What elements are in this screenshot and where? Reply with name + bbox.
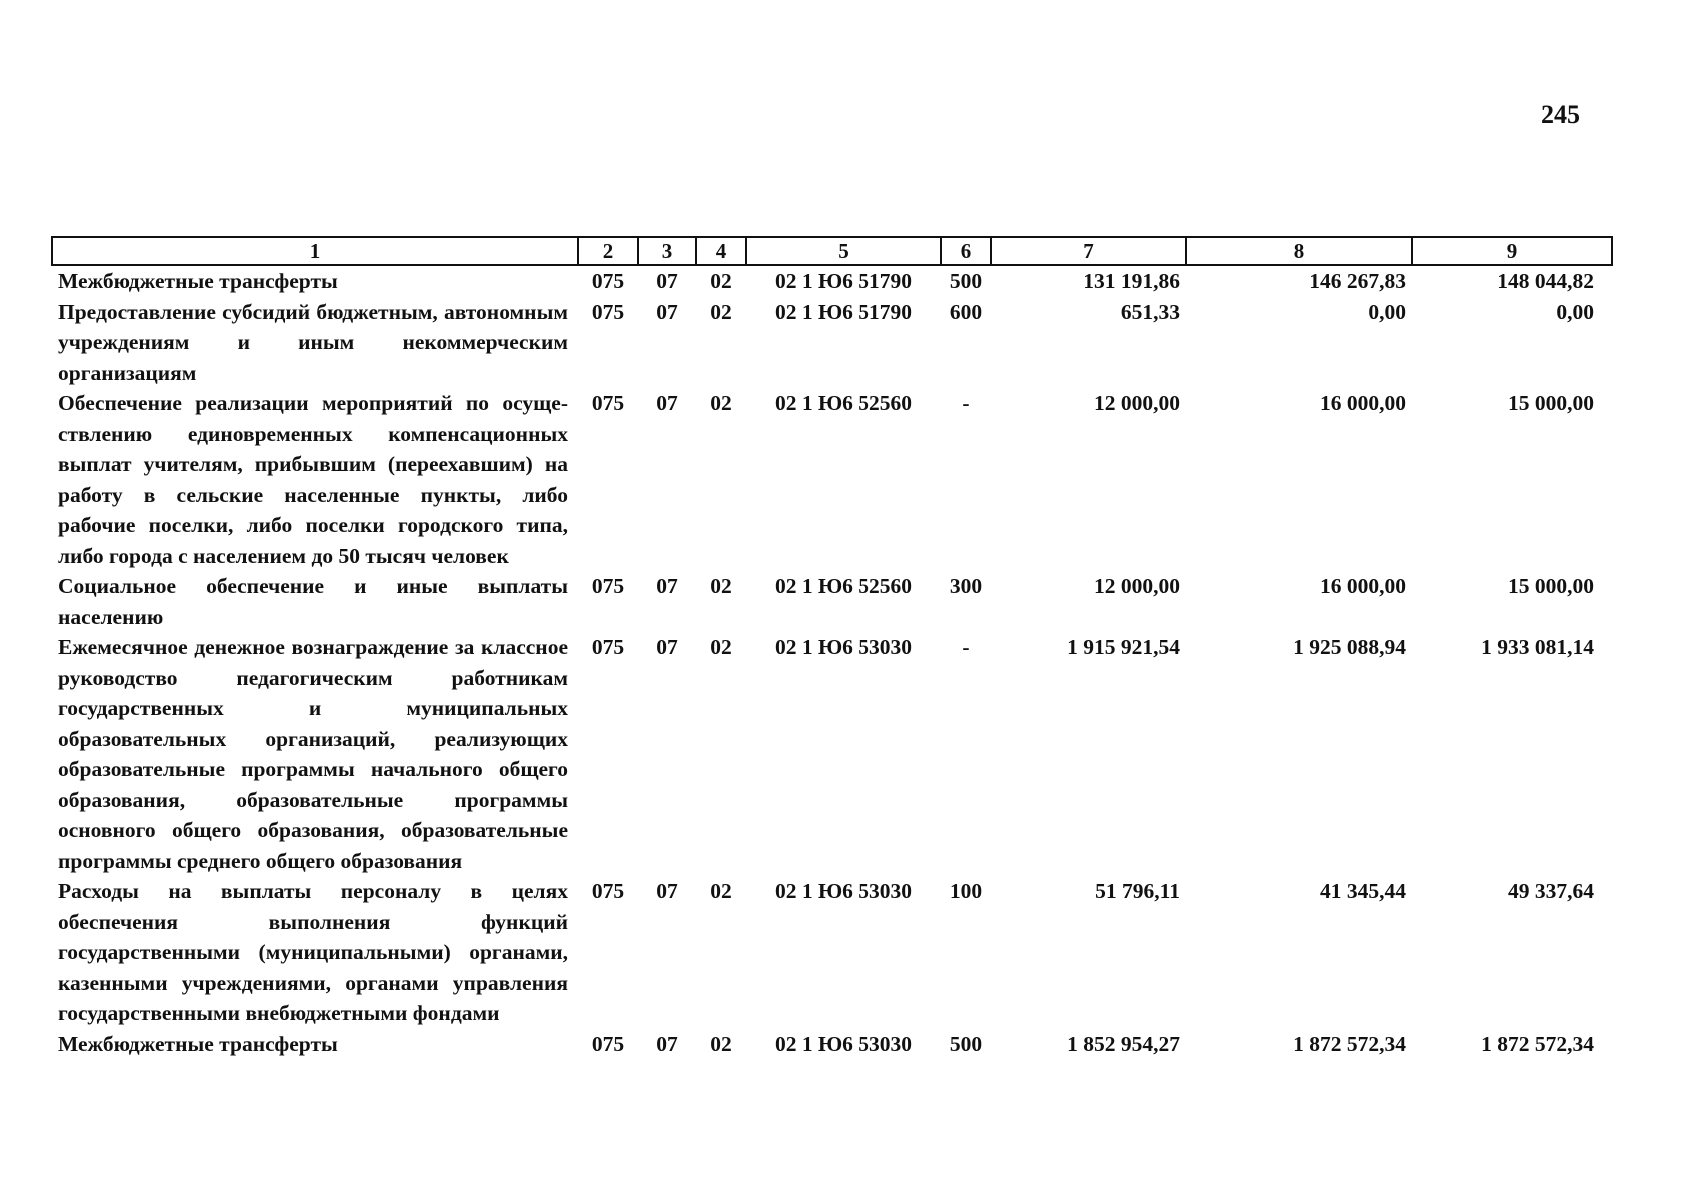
row-name: Обеспечение реализации мероприятий по осуще-ствлению единовременных компенсационных выплат учителям, прибывшим (переехавшим) на работу в сельские населенные пункты, либо рабочие поселки, либо поселки городского типа, либо города с населением до 50 тысяч человек — [58, 391, 568, 568]
column-header-4: 4 — [696, 237, 746, 265]
cell-amount-col8: 41 345,44 — [1320, 879, 1406, 903]
cell-expense-type: 500 — [949, 269, 983, 293]
table-header-row — [52, 237, 1612, 265]
cell-target-article: 02 1 Ю6 52560 — [774, 574, 913, 598]
cell-amount-col8: 16 000,00 — [1320, 574, 1406, 598]
cell-expense-type: - — [962, 635, 970, 659]
cell-amount-col7: 651,33 — [1120, 299, 1180, 324]
column-header-5: 5 — [746, 237, 941, 265]
cell-section: 07 — [656, 299, 678, 324]
table-row — [52, 1029, 1612, 1060]
cell-section: 07 — [656, 269, 678, 293]
cell-amount-col9: 49 337,64 — [1508, 879, 1594, 903]
cell-target-article: 02 1 Ю6 52560 — [774, 391, 913, 415]
row-name: Социальное обеспечение и иные выплаты населению — [58, 574, 568, 629]
column-header-2: 2 — [578, 237, 638, 265]
cell-expense-type: - — [962, 391, 970, 415]
cell-ministry-code: 075 — [591, 635, 625, 659]
row-name: Межбюджетные трансферты — [58, 269, 338, 293]
column-header-3: 3 — [638, 237, 696, 265]
row-name: Расходы на выплаты персоналу в целях обеспечения выполнения функций государственными (муниципальными) органами, казенными учреждениями, органами управления государственными внебюджетными фондами — [58, 879, 568, 1025]
cell-target-article: 02 1 Ю6 51790 — [774, 299, 913, 324]
column-header-9: 9 — [1412, 237, 1612, 265]
cell-amount-col9: 15 000,00 — [1508, 391, 1594, 415]
budget-table — [51, 236, 1613, 1059]
cell-expense-type: 600 — [949, 299, 983, 324]
cell-ministry-code: 075 — [591, 574, 625, 598]
cell-section: 07 — [656, 1031, 678, 1056]
column-header-8: 8 — [1186, 237, 1412, 265]
cell-amount-col9: 15 000,00 — [1508, 574, 1594, 598]
cell-amount-col8: 16 000,00 — [1320, 391, 1406, 415]
row-name: Предоставление субсидий бюджетным, автономным учреждениям и иным некоммерческим организациям — [58, 299, 568, 385]
cell-ministry-code: 075 — [591, 299, 625, 324]
cell-amount-col9: 1 933 081,14 — [1481, 635, 1594, 659]
cell-ministry-code: 075 — [591, 269, 625, 293]
cell-amount-col9: 0,00 — [1556, 299, 1594, 324]
cell-expense-type: 100 — [949, 879, 983, 903]
column-header-6: 6 — [941, 237, 991, 265]
cell-amount-col8: 146 267,83 — [1309, 269, 1406, 293]
table-row — [52, 388, 1612, 571]
cell-subsection: 02 — [710, 391, 732, 415]
cell-amount-col7: 12 000,00 — [1094, 574, 1180, 598]
cell-subsection: 02 — [710, 574, 732, 598]
cell-section: 07 — [656, 391, 678, 415]
cell-amount-col7: 1 915 921,54 — [1067, 635, 1180, 659]
cell-section: 07 — [656, 574, 678, 598]
cell-section: 07 — [656, 635, 678, 659]
cell-amount-col8: 1 872 572,34 — [1293, 1031, 1406, 1056]
cell-amount-col7: 12 000,00 — [1094, 391, 1180, 415]
cell-amount-col9: 1 872 572,34 — [1481, 1031, 1594, 1056]
cell-amount-col7: 1 852 954,27 — [1067, 1031, 1180, 1056]
cell-ministry-code: 075 — [591, 391, 625, 415]
row-name: Ежемесячное денежное вознаграждение за классное руководство педагогическим работникам государственных и муниципальных образовательных организаций, реализующих образовательные программы начального общего образования, образовательные программы основного общего образования, образовательные программы среднего общего образования — [58, 635, 568, 873]
cell-target-article: 02 1 Ю6 53030 — [774, 1031, 913, 1056]
table-row — [52, 571, 1612, 632]
cell-ministry-code: 075 — [591, 879, 625, 903]
cell-amount-col7: 131 191,86 — [1083, 269, 1180, 293]
cell-ministry-code: 075 — [591, 1031, 625, 1056]
table-row — [52, 632, 1612, 876]
table-row — [52, 265, 1612, 297]
cell-amount-col7: 51 796,11 — [1095, 879, 1180, 903]
cell-expense-type: 300 — [949, 574, 983, 598]
column-header-1: 1 — [52, 237, 578, 265]
cell-subsection: 02 — [710, 269, 732, 293]
table-row — [52, 297, 1612, 389]
cell-amount-col9: 148 044,82 — [1497, 269, 1594, 293]
cell-subsection: 02 — [710, 1031, 732, 1056]
table-row — [52, 876, 1612, 1029]
page-number: 245 — [1541, 100, 1580, 129]
cell-subsection: 02 — [710, 635, 732, 659]
cell-expense-type: 500 — [949, 1031, 983, 1056]
cell-section: 07 — [656, 879, 678, 903]
cell-target-article: 02 1 Ю6 53030 — [774, 635, 913, 659]
cell-target-article: 02 1 Ю6 51790 — [774, 269, 913, 293]
cell-subsection: 02 — [710, 299, 732, 324]
cell-amount-col8: 1 925 088,94 — [1293, 635, 1406, 659]
cell-target-article: 02 1 Ю6 53030 — [774, 879, 913, 903]
cell-subsection: 02 — [710, 879, 732, 903]
cell-amount-col8: 0,00 — [1368, 299, 1406, 324]
row-name: Межбюджетные трансферты — [58, 1031, 338, 1056]
column-header-7: 7 — [991, 237, 1186, 265]
